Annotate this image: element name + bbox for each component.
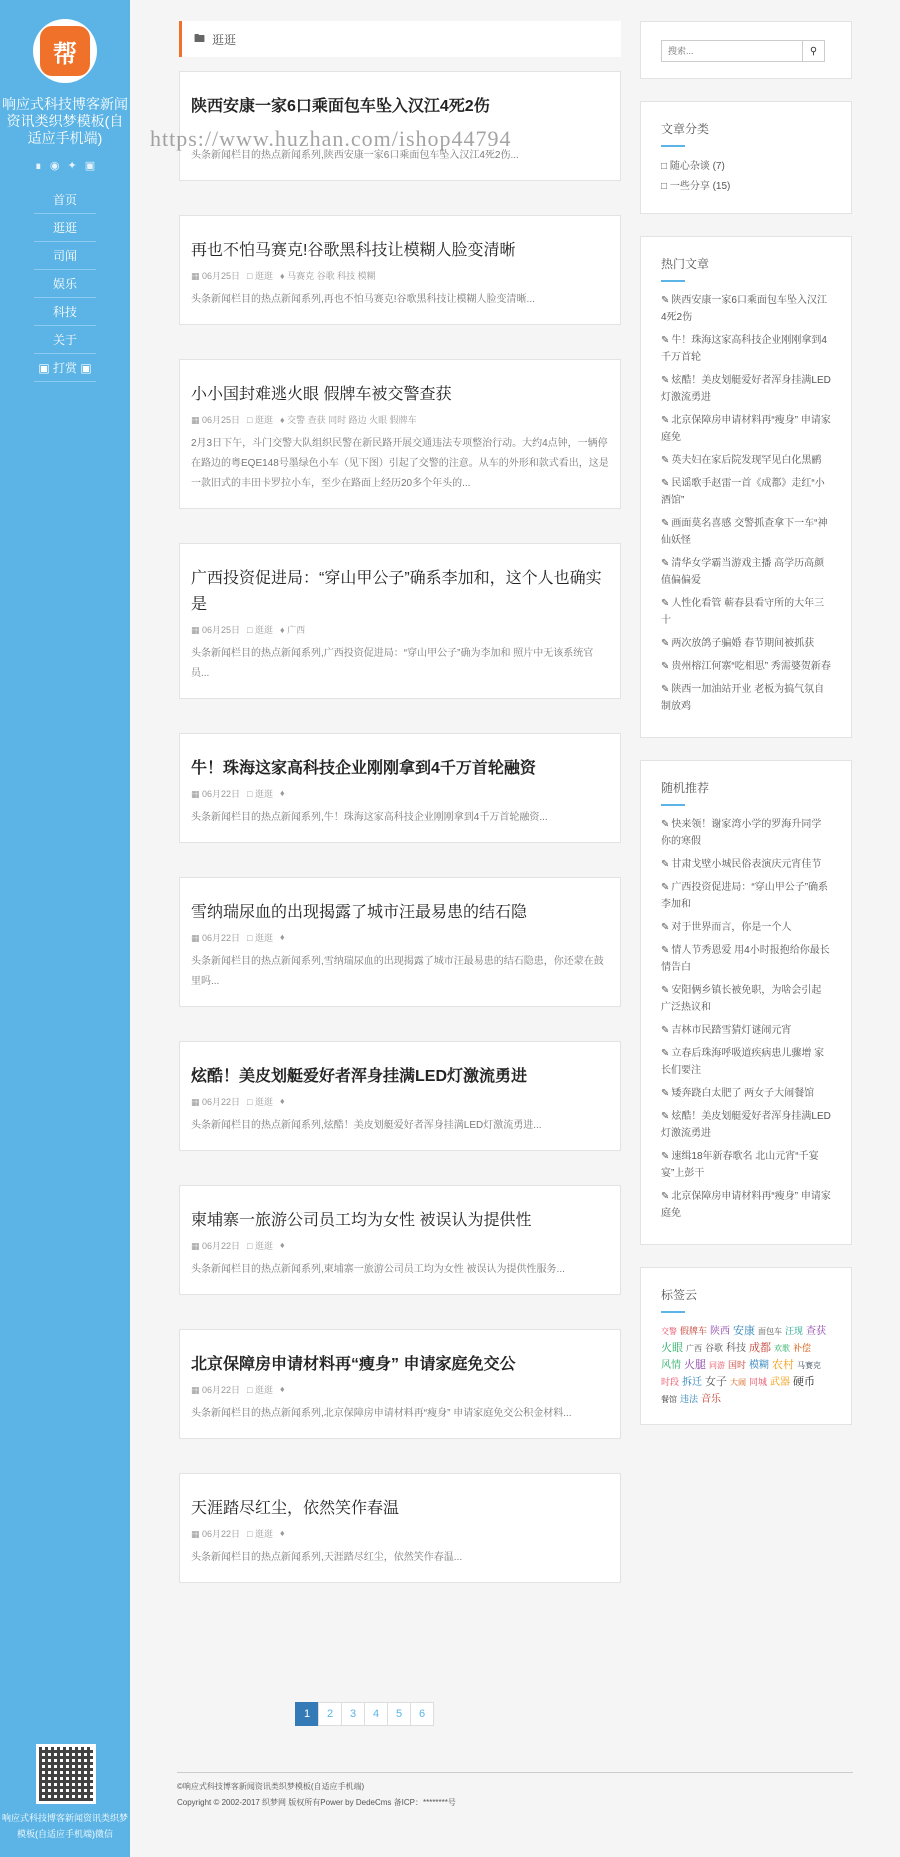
random-post-link[interactable]: ✎ 广西投资促进局：“穿山甲公子”确系李加和 xyxy=(661,882,829,910)
tag-link[interactable]: 音乐 xyxy=(701,1394,722,1405)
post-meta xyxy=(191,412,609,426)
pencil-icon: ✎ xyxy=(661,415,670,426)
post-card xyxy=(179,1185,621,1295)
post-excerpt: 头条新闻栏目的热点新闻系列,雪纳瑞尿血的出现揭露了城市汪最易患的结石隐患，你还蒙在鼓里吗... xyxy=(191,956,604,987)
tag-icon: ♦ xyxy=(280,270,288,281)
random-post-link[interactable]: ✎ 炫酷！美皮划艇爱好者浑身挂满LED灯激流勇进 xyxy=(661,1111,831,1139)
post-date: 06月25日 xyxy=(202,270,241,281)
tag-link[interactable]: 国时 xyxy=(728,1360,747,1370)
pencil-icon: ✎ xyxy=(661,295,670,306)
tag-link[interactable]: 汪现 xyxy=(785,1326,804,1336)
post-title[interactable]: 天涯踏尽红尘，依然笑作春温 xyxy=(191,1500,400,1517)
category-label: 一些分享 (15) xyxy=(669,181,731,192)
hot-post-link[interactable]: ✎ 画面莫名喜感 交警抓查拿下一车“神仙妖怪 xyxy=(661,518,828,546)
twitter-icon[interactable]: ✦ xyxy=(67,160,77,172)
sidebar xyxy=(0,0,130,1857)
pencil-icon: ✎ xyxy=(661,1151,670,1162)
pencil-icon: ✎ xyxy=(661,922,670,933)
post-category[interactable]: 逛逛 xyxy=(254,270,273,281)
pagination xyxy=(296,1702,434,1726)
tag-icon: ♦ xyxy=(280,624,288,635)
pencil-icon: ✎ xyxy=(661,945,670,956)
post-meta xyxy=(191,1526,609,1540)
page-link-5[interactable]: 5 xyxy=(387,1702,411,1726)
post-excerpt: 头条新闻栏目的热点新闻系列,柬埔寨一旅游公司员工均为女性 被误认为提供性服务... xyxy=(191,1264,565,1275)
tag-link[interactable]: 火眼 xyxy=(661,1342,683,1354)
calendar-icon: ▦ xyxy=(191,1528,203,1539)
tag-link[interactable]: 时段 xyxy=(661,1377,680,1387)
post-excerpt: 头条新闻栏目的热点新闻系列,再也不怕马赛克!谷歌黑科技让模糊人脸变清晰... xyxy=(191,294,535,305)
post-meta xyxy=(191,1238,609,1252)
calendar-icon: ▦ xyxy=(191,788,203,799)
pencil-icon: ✎ xyxy=(661,558,670,569)
post-category[interactable]: 逛逛 xyxy=(254,1240,273,1251)
nav-item-donate[interactable] xyxy=(34,354,96,382)
weibo-icon[interactable]: ◉ xyxy=(49,160,60,172)
tag-link[interactable]: 模糊 xyxy=(749,1360,770,1371)
random-post-link[interactable]: ✎ 对于世界而言，你是一个人 xyxy=(661,922,792,933)
post-tags[interactable]: 广西 xyxy=(287,624,306,635)
post-card xyxy=(179,359,621,509)
site-title[interactable]: 响应式科技博客新闻资讯类织梦模板(自适应手机端) xyxy=(2,96,128,146)
tag-link[interactable]: 欢歌 xyxy=(774,1344,791,1353)
post-category[interactable]: 逛逛 xyxy=(254,1096,273,1107)
post-date: 06月22日 xyxy=(202,1528,241,1539)
post-title[interactable]: 柬埔寨一旅游公司员工均为女性 被误认为提供性 xyxy=(191,1212,532,1229)
pencil-icon: ✎ xyxy=(661,1191,670,1202)
footer-copyright: Copyright © 2002-2017 织梦网 版权所有Power by DedeCms 备ICP：********号 xyxy=(177,1798,456,1807)
footer-site-name[interactable]: ©响应式科技博客新闻资讯类织梦模板(自适应手机端) xyxy=(177,1782,365,1791)
folder-icon: □ xyxy=(661,161,670,172)
random-post-link[interactable]: ✎ 情人节秀恩爱 用4小时报抱给你最长情告白 xyxy=(661,945,830,973)
folder-icon: □ xyxy=(247,414,255,425)
page-link-4[interactable]: 4 xyxy=(364,1702,388,1726)
tag-link[interactable]: 面包车 xyxy=(758,1327,783,1336)
nav-item-news[interactable]: 司闻 xyxy=(34,242,96,270)
pencil-icon: ✎ xyxy=(661,455,670,466)
calendar-icon: ▦ xyxy=(191,932,203,943)
search-input[interactable] xyxy=(661,40,803,62)
tag-icon: ♦ xyxy=(280,932,285,942)
pencil-icon: ✎ xyxy=(661,661,670,672)
post-date: 06月25日 xyxy=(202,414,241,425)
post-title[interactable]: 炫酷！美皮划艇爱好者浑身挂满LED灯激流勇进 xyxy=(191,1068,528,1085)
category-item[interactable] xyxy=(661,177,831,197)
page-link-2[interactable]: 2 xyxy=(318,1702,342,1726)
tag-link[interactable]: 交警 xyxy=(661,1327,677,1336)
post-excerpt: 头条新闻栏目的热点新闻系列,北京保障房申请材料再“瘦身” 申请家庭免交公积金材料... xyxy=(191,1408,572,1419)
post-meta xyxy=(191,1382,609,1396)
pencil-icon: ✎ xyxy=(661,1025,670,1036)
hot-post-link[interactable]: ✎ 牛！珠海这家高科技企业刚刚拿到4千万首轮 xyxy=(661,335,827,363)
page-link-1[interactable]: 1 xyxy=(295,1702,319,1726)
pencil-icon: ✎ xyxy=(661,1088,670,1099)
post-title[interactable]: 雪纳瑞尿血的出现揭露了城市汪最易患的结石隐 xyxy=(191,904,528,921)
calendar-icon: ▦ xyxy=(191,1384,203,1395)
post-category[interactable]: 逛逛 xyxy=(254,624,273,635)
search-form xyxy=(661,40,831,62)
tag-link[interactable]: 武器 xyxy=(770,1377,791,1388)
post-category[interactable]: 逛逛 xyxy=(254,932,273,943)
widget-title: 随机推荐 xyxy=(661,779,831,806)
nav-item-home[interactable]: 首页 xyxy=(34,186,96,214)
post-category[interactable]: 逛逛 xyxy=(254,788,273,799)
post-tags[interactable]: 交警 查获 同时 路边 火眼 假牌车 xyxy=(287,414,417,425)
tag-icon: ♦ xyxy=(280,414,288,425)
post-category[interactable]: 逛逛 xyxy=(254,1528,273,1539)
search-button[interactable] xyxy=(803,40,825,62)
pencil-icon: ✎ xyxy=(661,882,670,893)
tag-link[interactable]: 马赛克 xyxy=(797,1361,822,1370)
post-date: 06月22日 xyxy=(202,1240,241,1251)
hot-post-link[interactable]: ✎ 陕西一加油站开业 老板为搞气氛自制放鸡 xyxy=(661,684,825,712)
tag-link[interactable]: 风情 xyxy=(661,1360,681,1371)
tag-link[interactable]: 同游 xyxy=(709,1361,725,1370)
random-post-link[interactable]: ✎ 矮奔跷白太肥了 两女子大闹餐馆 xyxy=(661,1088,815,1099)
wechat-qrcode xyxy=(36,1744,96,1804)
post-title[interactable]: 小小国封难逃火眼 假牌车被交警查获 xyxy=(191,386,452,403)
tag-link[interactable]: 广西 xyxy=(686,1344,702,1353)
calendar-icon: ▦ xyxy=(191,414,203,425)
tag-link[interactable]: 假牌车 xyxy=(680,1326,708,1336)
category-label: 随心杂谈 (7) xyxy=(669,161,725,172)
random-posts-widget xyxy=(640,760,852,1245)
footer-divider xyxy=(177,1772,853,1773)
hot-post-link[interactable]: ✎ 陕西安康一家6口乘面包车坠入汉江4死2伤 xyxy=(661,295,827,323)
post-meta xyxy=(191,930,609,944)
post-card xyxy=(179,877,621,1007)
tag-link[interactable]: 陕西 xyxy=(710,1326,731,1337)
pencil-icon: ✎ xyxy=(661,1111,670,1122)
breadcrumb-label[interactable]: 逛逛 xyxy=(212,32,237,47)
post-meta xyxy=(191,786,609,800)
hot-post-link[interactable]: ✎ 清华女学霸当游戏主播 高学历高颜值偏偏爱 xyxy=(661,558,825,586)
tag-link[interactable]: 安康 xyxy=(733,1325,756,1337)
widget-title: 文章分类 xyxy=(661,120,831,147)
watermark: https://www.huzhan.com/ishop44794 xyxy=(150,126,512,151)
nav-item-browse[interactable]: 逛逛 xyxy=(34,214,96,242)
site-logo[interactable] xyxy=(33,19,97,83)
social-links xyxy=(0,159,130,172)
qrcode-caption: 响应式科技博客新闻资讯类织梦模板(自适应手机端)微信 xyxy=(1,1813,128,1839)
pencil-icon: ✎ xyxy=(661,684,670,695)
page-link-6[interactable]: 6 xyxy=(410,1702,434,1726)
random-post-link[interactable]: ✎ 快来领！谢家湾小学的罗海升同学 你的寒假 xyxy=(661,819,822,847)
post-excerpt: 头条新闻栏目的热点新闻系列,炫酷！美皮划艇爱好者浑身挂满LED灯激流勇进... xyxy=(191,1120,542,1131)
tag-link[interactable]: 餐馆 xyxy=(661,1395,677,1404)
tag-icon: ♦ xyxy=(280,1384,285,1394)
random-post-link[interactable]: ✎ 甘肃戈壁小城民俗表演庆元宵佳节 xyxy=(661,859,822,870)
widget-title: 标签云 xyxy=(661,1286,831,1313)
random-post-link[interactable]: ✎ 速缉18年新春歌名 北山元宵“千宴宴”上彭干 xyxy=(661,1151,819,1179)
pencil-icon: ✎ xyxy=(661,1048,670,1059)
post-card xyxy=(179,1329,621,1439)
tag-link[interactable]: 硬币 xyxy=(793,1376,816,1388)
facebook-icon[interactable]: ▣ xyxy=(84,160,96,172)
main-content xyxy=(179,21,621,1617)
widget-title: 热门文章 xyxy=(661,255,831,282)
tag-icon: ♦ xyxy=(280,1096,285,1106)
calendar-icon: ▦ xyxy=(191,270,203,281)
hot-post-link[interactable]: ✎ 北京保障房申请材料再“瘦身” 申请家庭免 xyxy=(661,415,831,443)
post-card xyxy=(179,215,621,325)
post-date: 06月22日 xyxy=(202,788,241,799)
hot-post-link[interactable]: ✎ 炫酷！美皮划艇爱好者浑身挂满LED灯激流勇进 xyxy=(661,375,831,403)
post-excerpt: 头条新闻栏目的热点新闻系列,陕西安康一家6口乘面包车坠入汉江4死2伤... xyxy=(191,150,519,161)
random-post-link[interactable]: ✎ 立春后珠海呼吸道疾病患儿骤增 家长们要注 xyxy=(661,1048,825,1076)
folder-icon: □ xyxy=(247,1528,255,1539)
tag-link[interactable]: 成都 xyxy=(749,1342,772,1354)
post-title[interactable]: 陕西安康一家6口乘面包车坠入汉江4死2伤 xyxy=(191,98,490,115)
category-widget xyxy=(640,101,852,214)
post-title[interactable]: 广西投资促进局：“穿山甲公子”确系李加和，这个人也确实是 xyxy=(191,570,602,613)
category-item[interactable] xyxy=(661,157,831,177)
nav-item-about[interactable]: 关于 xyxy=(34,326,96,354)
tag-link[interactable]: 科技 xyxy=(726,1343,747,1354)
post-meta xyxy=(191,1094,609,1108)
folder-icon: □ xyxy=(247,788,255,799)
tag-cloud xyxy=(661,1323,831,1408)
post-date: 06月22日 xyxy=(202,1096,241,1107)
post-card xyxy=(179,1473,621,1583)
tag-link[interactable]: 火腿 xyxy=(684,1359,706,1371)
page-link-3[interactable]: 3 xyxy=(341,1702,365,1726)
post-excerpt: 2月3日下午，斗门交警大队组织民警在新民路开展交通违法专项整治行动。大约4点钟，一辆停在路边的粤EQE148号墨绿色小车（见下图）引起了交警的注意。从车的外形和款式看出，这是一款旧式的丰田卡罗拉小车，至少在路面上经历20多个年头的... xyxy=(191,438,609,489)
tag-link[interactable]: 补偿 xyxy=(793,1343,812,1353)
post-category[interactable]: 逛逛 xyxy=(254,414,273,425)
calendar-icon: ▦ xyxy=(191,1096,203,1107)
tag-link[interactable]: 同城 xyxy=(749,1377,768,1387)
tag-icon: ♦ xyxy=(280,1240,285,1250)
post-date: 06月25日 xyxy=(202,624,241,635)
pencil-icon: ✎ xyxy=(661,335,670,346)
hot-post-link[interactable]: ✎ 人性化看管 蕲春县看守所的大年三十 xyxy=(661,598,825,626)
hot-post-link[interactable]: ✎ 民谣歌手赵雷一首《成都》走红“小酒馆” xyxy=(661,478,825,506)
tag-icon: ♦ xyxy=(280,1528,285,1538)
folder-icon: □ xyxy=(247,1096,255,1107)
calendar-icon: ▦ xyxy=(191,1240,203,1251)
pencil-icon: ✎ xyxy=(661,638,670,649)
post-category[interactable]: 逛逛 xyxy=(254,1384,273,1395)
pencil-icon: ✎ xyxy=(661,518,670,529)
post-excerpt: 头条新闻栏目的热点新闻系列,牛！珠海这家高科技企业刚刚拿到4千万首轮融资... xyxy=(191,812,548,823)
right-sidebar xyxy=(640,21,852,1447)
breadcrumb xyxy=(179,21,621,57)
main-nav xyxy=(0,186,130,382)
folder-icon: □ xyxy=(247,270,255,281)
hot-posts-widget xyxy=(640,236,852,738)
tag-cloud-widget xyxy=(640,1267,852,1425)
tag-link[interactable]: 违法 xyxy=(680,1394,699,1404)
folder-icon: □ xyxy=(247,1240,255,1251)
post-card xyxy=(179,733,621,843)
logo-icon: 帮 xyxy=(40,26,90,76)
hot-post-link[interactable]: ✎ 两次放鸽子骗婚 春节期间被抓获 xyxy=(661,638,815,649)
nav-item-entertainment[interactable]: 娱乐 xyxy=(34,270,96,298)
calendar-icon: ▦ xyxy=(191,624,203,635)
gift-icon: ▣ xyxy=(38,361,53,375)
post-title[interactable]: 再也不怕马赛克!谷歌黑科技让模糊人脸变清晰 xyxy=(191,242,516,259)
hot-post-link[interactable]: ✎ 英夫妇在家后院发现罕见白化黑鹂 xyxy=(661,455,822,466)
tag-link[interactable]: 查获 xyxy=(806,1326,827,1337)
random-post-link[interactable]: ✎ 安阳俩乡镇长被免职，为啥会引起广泛热议和 xyxy=(661,985,822,1013)
post-title[interactable]: 北京保障房申请材料再“瘦身” 申请家庭免交公 xyxy=(191,1356,516,1373)
tag-link[interactable]: 大闹 xyxy=(730,1378,747,1387)
nav-item-tech[interactable]: 科技 xyxy=(34,298,96,326)
tag-icon: ♦ xyxy=(280,788,285,798)
nav-item-donate-label: 打赏 xyxy=(52,361,77,375)
tag-link[interactable]: 拆迁 xyxy=(682,1377,703,1388)
pencil-icon: ✎ xyxy=(661,859,670,870)
pencil-icon: ✎ xyxy=(661,819,670,830)
gift-icon: ▣ xyxy=(77,361,92,375)
pencil-icon: ✎ xyxy=(661,478,670,489)
tag-link[interactable]: 谷歌 xyxy=(705,1343,724,1353)
post-title[interactable]: 牛！珠海这家高科技企业刚刚拿到4千万首轮融资 xyxy=(191,760,536,777)
folder-icon: 🖿 xyxy=(194,32,205,45)
post-excerpt: 头条新闻栏目的热点新闻系列,天涯踏尽红尘，依然笑作春温... xyxy=(191,1552,463,1563)
random-post-link[interactable]: ✎ 吉林市民踏雪猜灯谜闹元宵 xyxy=(661,1025,792,1036)
post-tags[interactable]: 马赛克 谷歌 科技 模糊 xyxy=(287,270,376,281)
post-meta xyxy=(191,622,609,636)
folder-icon: □ xyxy=(247,1384,255,1395)
random-post-link[interactable]: ✎ 北京保障房申请材料再“瘦身” 申请家庭免 xyxy=(661,1191,831,1219)
tag-link[interactable]: 女子 xyxy=(705,1376,728,1388)
post-meta xyxy=(191,268,609,282)
pencil-icon: ✎ xyxy=(661,375,670,386)
post-card xyxy=(179,1041,621,1151)
rss-icon[interactable]: ∎ xyxy=(34,160,42,172)
folder-icon: □ xyxy=(247,932,255,943)
folder-icon: □ xyxy=(247,624,255,635)
hot-post-link[interactable]: ✎ 贵州榕江何寨“吃相思” 秀需婆贺新春 xyxy=(661,661,831,672)
pencil-icon: ✎ xyxy=(661,985,670,996)
pencil-icon: ✎ xyxy=(661,598,670,609)
post-date: 06月22日 xyxy=(202,932,241,943)
footer xyxy=(177,1779,456,1811)
folder-icon: □ xyxy=(661,181,670,192)
search-icon: ⚲ xyxy=(809,45,818,57)
post-excerpt: 头条新闻栏目的热点新闻系列,广西投资促进局：“穿山甲公子”确为李加和 照片中无该系统官员... xyxy=(191,648,594,679)
post-date: 06月22日 xyxy=(202,1384,241,1395)
search-widget xyxy=(640,21,852,79)
tag-link[interactable]: 农村 xyxy=(772,1359,795,1371)
post-card xyxy=(179,543,621,699)
